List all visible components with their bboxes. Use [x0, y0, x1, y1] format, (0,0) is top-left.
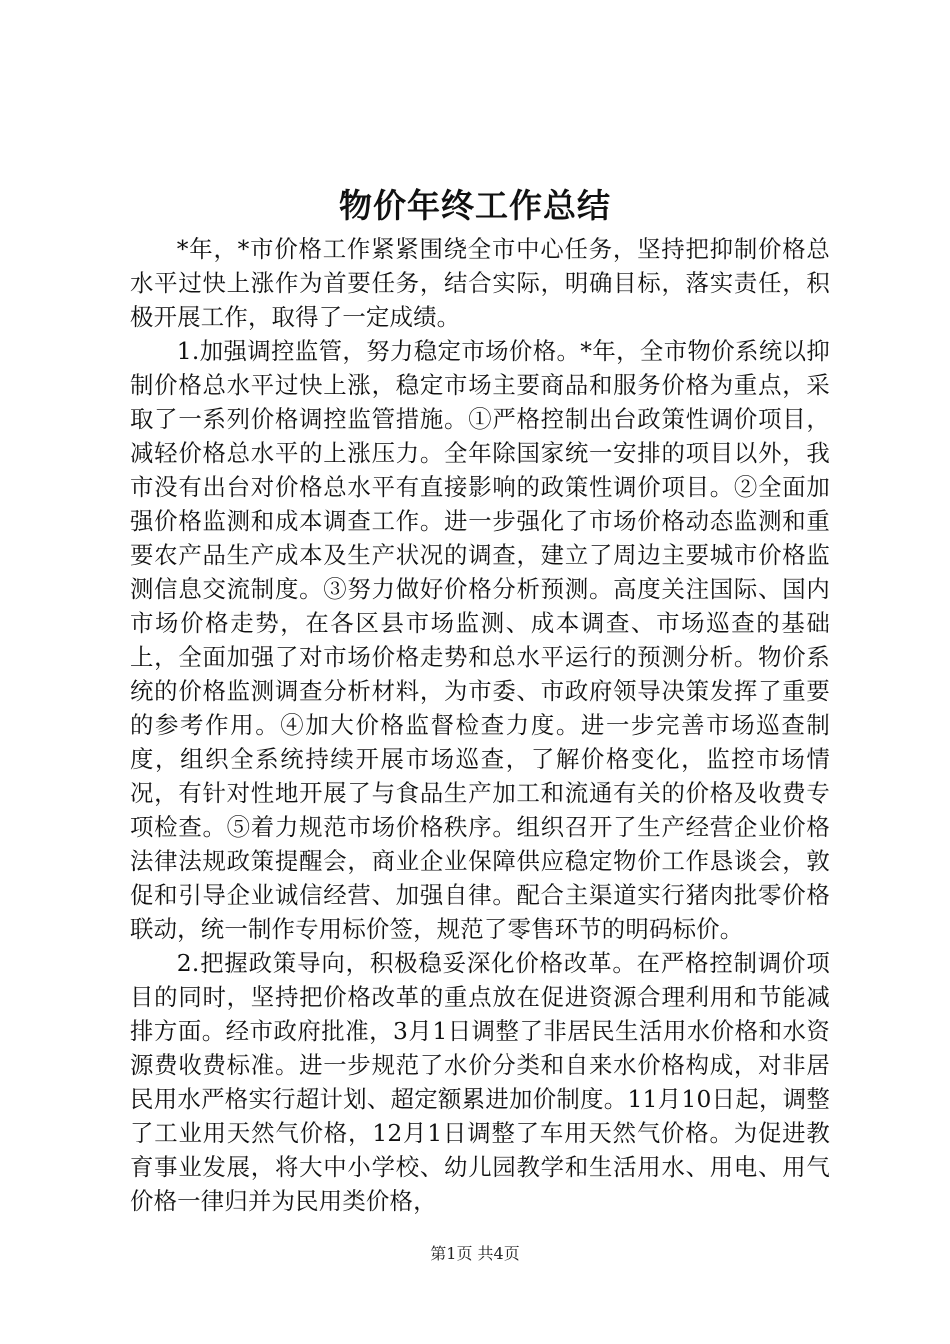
paragraph-section-2: 2.把握政策导向，积极稳妥深化价格改革。在严格控制调价项目的同时，坚持把价格改革的重点放在促进资源合理利用和节能减排方面。经市政府批准，3月1日调整了非居民生活用水价格和水资源费收费标准。进一步规范了水价分类和自来水价格构成，对非居民用水严格实行超计划、超定额累进加价制度。11月10日起，调整了工业用天然气价格，12月1日调整了车用天然气价格。为促进教育事业发展，将大中小学校、幼儿园教学和生活用水、用电、用气价格一律归并为民用类价格，: [130, 949, 830, 1215]
document-body: [130, 232, 830, 1218]
document-title: 物价年终工作总结: [339, 186, 611, 225]
page-footer: 第1页 共4页: [430, 1244, 520, 1263]
paragraph-section-1: 1.加强调控监管，努力稳定市场价格。*年，全市物价系统以抑制价格总水平过快上涨，稳定市场主要商品和服务价格为重点，采取了一系列价格调控监管措施。①严格控制出台政策性调价项目，减轻价格总水平的上涨压力。全年除国家统一安排的项目以外，我市没有出台对价格总水平有直接影响的政策性调价项目。②全面加强价格监测和成本调查工作。进一步强化了市场价格动态监测和重要农产品生产成本及生产状况的调查，建立了周边主要城市价格监测信息交流制度。③努力做好价格分析预测。高度关注国际、国内市场价格走势，在各区县市场监测、成本调查、市场巡查的基础上，全面加强了对市场价格走势和总水平运行的预测分析。物价系统的价格监测调查分析材料，为市委、市政府领导决策发挥了重要的参考作用。④加大价格监督检查力度。进一步完善市场巡查制度，组织全系统持续开展市场巡查，了解价格变化，监控市场情况，有针对性地开展了与食品生产加工和流通有关的价格及收费专项检查。⑤着力规范市场价格秩序。组织召开了生产经营企业价格法律法规政策提醒会，商业企业保障供应稳定物价工作恳谈会，敦促和引导企业诚信经营、加强自律。配合主渠道实行猪肉批零价格联动，统一制作专用标价签，规范了零售环节的明码标价。: [130, 337, 830, 943]
paragraph-intro: *年，*市价格工作紧紧围绕全市中心任务，坚持把抑制价格总水平过快上涨作为首要任务，结合实际，明确目标，落实责任，积极开展工作，取得了一定成绩。: [130, 235, 830, 331]
